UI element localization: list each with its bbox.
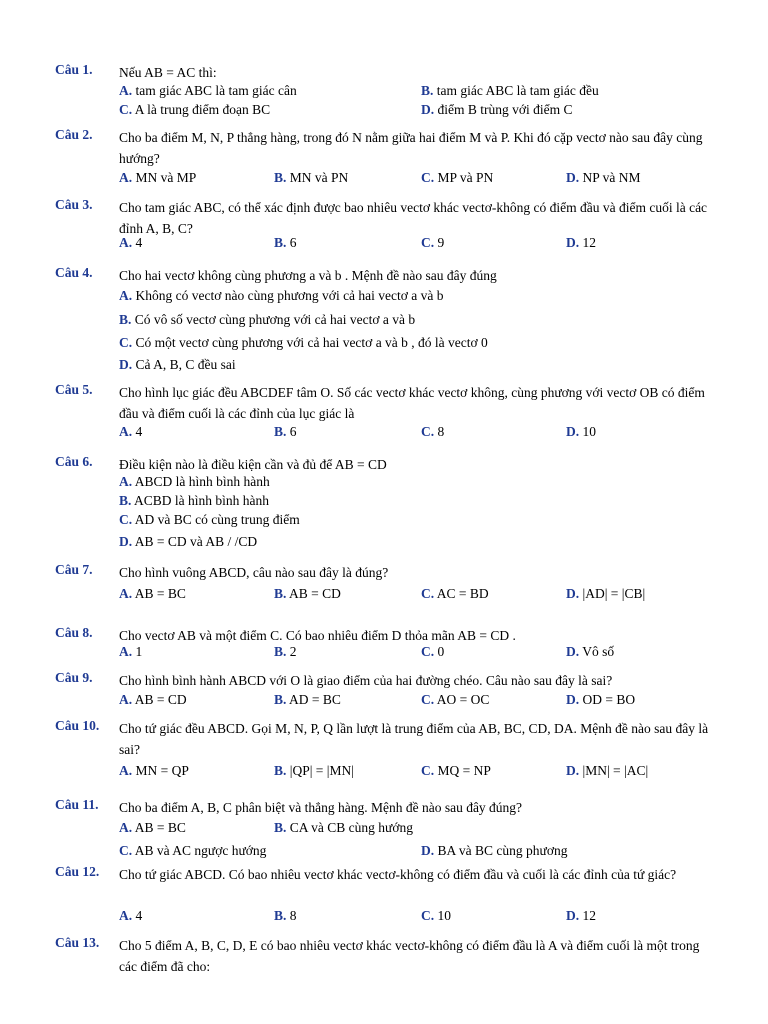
- option-b: B. 6: [274, 235, 297, 250]
- option-d: D. 12: [566, 235, 596, 250]
- option-d: D. |MN| = |AC|: [566, 763, 649, 778]
- option-b: B. ACBD là hình bình hành: [119, 493, 270, 508]
- question-number: Câu 5.: [55, 382, 93, 397]
- option-b: B. 2: [274, 644, 297, 659]
- question-number: Câu 10.: [55, 718, 100, 733]
- question-stem: Cho ba điểm M, N, P thẳng hàng, trong đó N nằm giữa hai điểm M và P. Khi đó cặp vectơ nào sau đây cùng hướng?: [119, 130, 703, 166]
- option-c: C. Có một vectơ cùng phương với cả hai vectơ a và b , đó là vectơ 0: [119, 335, 488, 350]
- option-c: C. AO = OC: [421, 692, 490, 707]
- question-stem: Cho ba điểm A, B, C phân biệt và thẳng hàng. Mệnh đề nào sau đây đúng?: [119, 800, 523, 815]
- option-b: B. 8: [274, 908, 297, 923]
- question-stem: Cho hình vuông ABCD, câu nào sau đây là đúng?: [119, 565, 389, 580]
- question-stem: Điều kiện nào là điều kiện cần và đủ để AB = CD: [119, 457, 387, 472]
- option-a: A. 4: [119, 908, 143, 923]
- option-b: B. Có vô số vectơ cùng phương với cả hai vectơ a và b: [119, 312, 416, 327]
- option-b: B. CA và CB cùng hướng: [274, 820, 413, 835]
- option-d: D. Cả A, B, C đều sai: [119, 357, 236, 372]
- option-c: C. 0: [421, 644, 445, 659]
- option-a: A. 4: [119, 235, 143, 250]
- question-stem: Cho vectơ AB và một điểm C. Có bao nhiêu điểm D thỏa mãn AB = CD .: [119, 628, 516, 643]
- question-stem: Nếu AB = AC thì:: [119, 65, 217, 80]
- option-b: B. tam giác ABC là tam giác đều: [421, 83, 599, 98]
- question-number: Câu 11.: [55, 797, 99, 812]
- option-d: D. 12: [566, 908, 596, 923]
- question-stem: Cho hình lục giác đều ABCDEF tâm O. Số các vectơ khác vectơ không, cùng phương với vectơ OB có điểm đầu và điểm cuối là các đỉnh của lục giác là: [119, 385, 705, 421]
- question-number: Câu 9.: [55, 670, 93, 685]
- question-stem: Cho hai vectơ không cùng phương a và b . Mệnh đề nào sau đây đúng: [119, 268, 497, 283]
- question-number: Câu 3.: [55, 197, 93, 212]
- option-b: B. MN và PN: [274, 170, 349, 185]
- question-number: Câu 8.: [55, 625, 93, 640]
- option-d: D. OD = BO: [566, 692, 636, 707]
- option-b: B. |QP| = |MN|: [274, 763, 354, 778]
- option-a: A. Không có vectơ nào cùng phương với cả hai vectơ a và b: [119, 288, 444, 303]
- option-d: D. BA và BC cùng phương: [421, 843, 568, 858]
- question-number: Câu 7.: [55, 562, 93, 577]
- option-d: D. |AD| = |CB|: [566, 586, 646, 601]
- option-b: B. 6: [274, 424, 297, 439]
- question-stem: Cho tứ giác đều ABCD. Gọi M, N, P, Q lần lượt là trung điểm của AB, BC, CD, DA. Mệnh đề nào sau đây là sai?: [119, 721, 709, 757]
- question-stem: Cho tứ giác ABCD. Có bao nhiêu vectơ khác vectơ-không có điểm đầu và cuối là các đỉnh của tứ giác?: [119, 867, 677, 882]
- option-b: B. AD = BC: [274, 692, 341, 707]
- option-a: A. AB = BC: [119, 586, 186, 601]
- question-number: Câu 1.: [55, 62, 93, 77]
- question-stem: Cho tam giác ABC, có thể xác định được bao nhiêu vectơ khác vectơ-không có điểm đầu và điểm cuối là các đỉnh A, B, C?: [119, 200, 708, 236]
- question-number: Câu 4.: [55, 265, 93, 280]
- option-d: D. NP và NM: [566, 170, 641, 185]
- option-a: A. MN = QP: [119, 763, 189, 778]
- option-c: C. A là trung điểm đoạn BC: [119, 102, 271, 117]
- option-a: A. AB = BC: [119, 820, 186, 835]
- question-number: Câu 13.: [55, 935, 100, 950]
- option-d: D. AB = CD và AB / /CD: [119, 534, 258, 549]
- option-c: C. MQ = NP: [421, 763, 491, 778]
- option-c: C. MP và PN: [421, 170, 494, 185]
- option-c: C. 10: [421, 908, 451, 923]
- question-number: Câu 2.: [55, 127, 93, 142]
- option-a: A. AB = CD: [119, 692, 187, 707]
- option-d: D. điểm B trùng với điểm C: [421, 102, 573, 117]
- option-d: D. 10: [566, 424, 596, 439]
- question-number: Câu 12.: [55, 864, 100, 879]
- option-b: B. AB = CD: [274, 586, 341, 601]
- option-c: C. AD và BC có cùng trung điểm: [119, 512, 300, 527]
- question-stem: Cho 5 điểm A, B, C, D, E có bao nhiêu vectơ khác vectơ-không có điểm đầu là A và điểm cuối là một trong các điểm đã cho:: [119, 938, 700, 974]
- option-c: C. 9: [421, 235, 445, 250]
- option-c: C. AC = BD: [421, 586, 489, 601]
- option-c: C. 8: [421, 424, 445, 439]
- option-a: A. tam giác ABC là tam giác cân: [119, 83, 297, 98]
- option-a: A. 1: [119, 644, 143, 659]
- option-a: A. ABCD là hình bình hành: [119, 474, 270, 489]
- option-a: A. 4: [119, 424, 143, 439]
- question-stem: Cho hình bình hành ABCD với O là giao điểm của hai đường chéo. Câu nào sau đây là sai?: [119, 673, 613, 688]
- option-a: A. MN và MP: [119, 170, 197, 185]
- question-number: Câu 6.: [55, 454, 93, 469]
- option-d: D. Vô số: [566, 644, 615, 659]
- option-c: C. AB và AC ngược hướng: [119, 843, 267, 858]
